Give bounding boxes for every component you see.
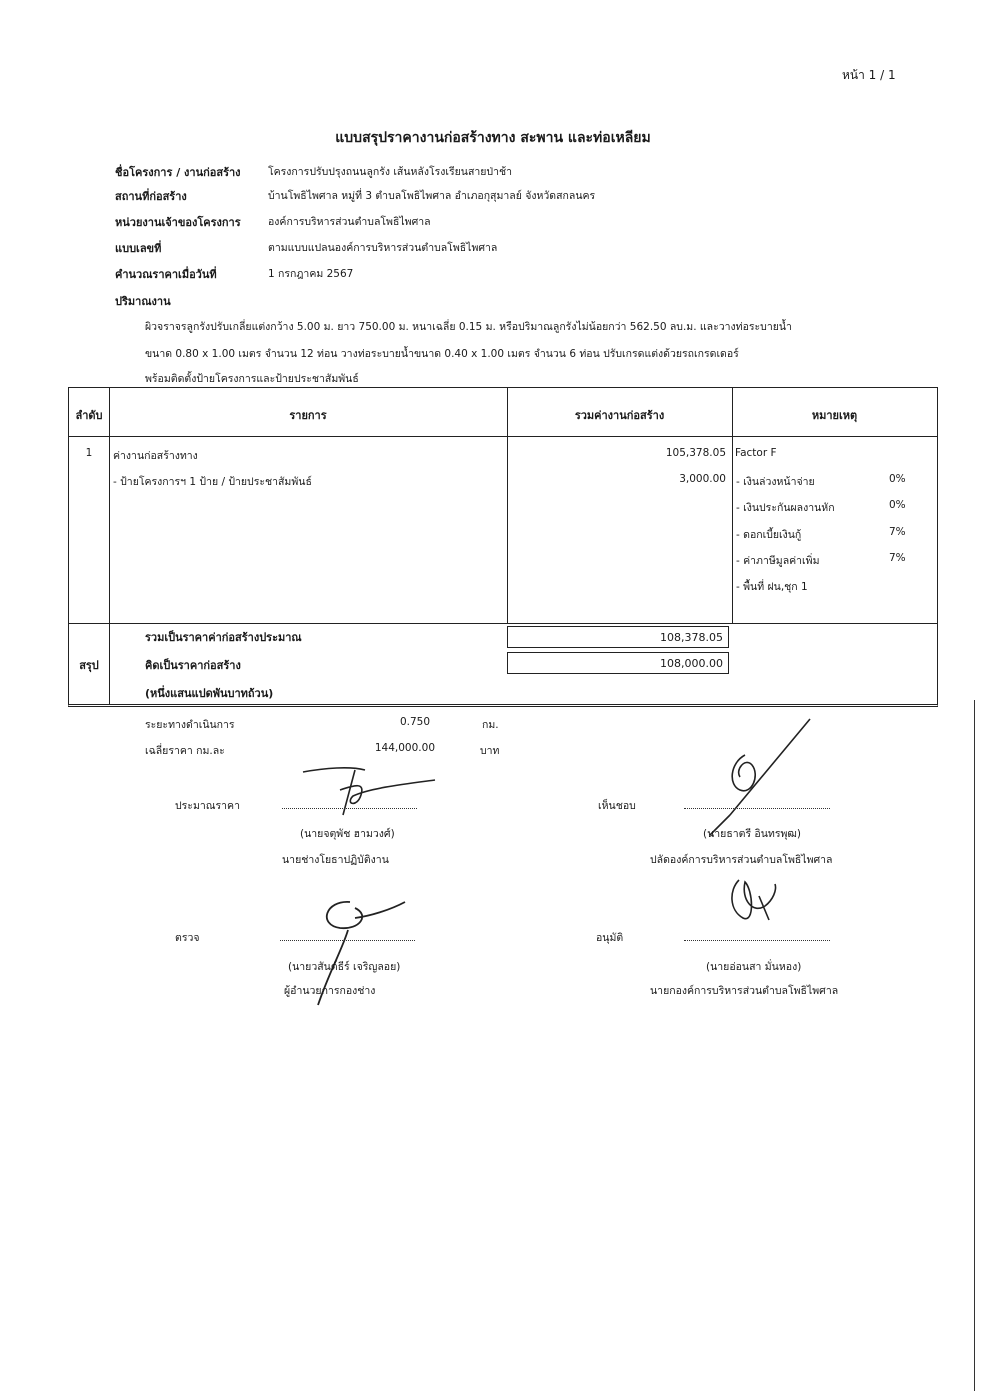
- estimator-name: (นายจตุพัช ฮามวงศ์): [300, 828, 395, 840]
- header-no: ลำดับ: [75, 409, 103, 422]
- remark-retention-label: - เงินประกันผลงานหัก: [736, 502, 835, 514]
- header-divider: [69, 436, 937, 437]
- drawing-no-value: ตามแบบแปลนองค์การบริหารส่วนตำบลโพธิไพศาล: [268, 242, 498, 254]
- estimator-position: นายช่างโยธาปฏิบัติงาน: [282, 854, 389, 866]
- checker-position: ผู้อำนวยการกองช่าง: [284, 985, 376, 997]
- approver-name: (นายอ่อนสา มั่นหอง): [706, 961, 802, 973]
- owner-label: หน่วยงานเจ้าของโครงการ: [115, 216, 241, 229]
- approver-role: อนุมัติ: [596, 932, 624, 944]
- checker-name: (นายวสันต์ธีร์ เจริญลอย): [288, 961, 401, 973]
- avg-price-unit: บาท: [480, 745, 500, 757]
- quantity-label: ปริมาณงาน: [115, 295, 171, 308]
- estimator-role: ประมาณราคา: [175, 800, 240, 812]
- remark-vat-value: 7%: [889, 552, 906, 564]
- remark-interest-label: - ดอกเบี้ยเงินกู้: [736, 529, 802, 541]
- location-label: สถานที่ก่อสร้าง: [115, 190, 187, 203]
- summary-divider: [69, 623, 937, 624]
- cost-summary-table: [68, 387, 938, 707]
- quantity-line-1: ผิวจราจรลูกรังปรับเกลี่ยแต่งกว้าง 5.00 ม. ยาว 750.00 ม. หนาเฉลี่ย 0.15 ม. หรือปริมาณลูกรังไม่น้อยกว่า 562.50 ลบ.ม. และวางท่อระบายน้ำ: [145, 321, 792, 333]
- avg-price-label: เฉลี่ยราคา กม.ละ: [145, 745, 225, 757]
- summary-label: สรุป: [79, 659, 99, 672]
- item-road-work: ค่างานก่อสร้างทาง: [113, 450, 198, 462]
- amount-signboard: 3,000.00: [679, 473, 726, 485]
- sum-label: รวมเป็นราคาค่าก่อสร้างประมาณ: [145, 631, 302, 644]
- remark-retention-value: 0%: [889, 499, 906, 511]
- opinion-signature: [690, 715, 820, 840]
- page-number: หน้า 1 / 1: [842, 68, 896, 82]
- location-value: บ้านโพธิไพศาล หมู่ที่ 3 ตำบลโพธิไพศาล อำเภอกุสุมาลย์ จังหวัดสกลนคร: [268, 190, 596, 202]
- item-signboard: - ป้ายโครงการฯ 1 ป้าย / ป้ายประชาสัมพันธ์: [113, 476, 312, 488]
- opinion-position: ปลัดองค์การบริหารส่วนตำบลโพธิไพศาล: [650, 854, 833, 866]
- distance-unit: กม.: [482, 719, 499, 731]
- remark-advance-value: 0%: [889, 473, 906, 485]
- rounded-value: 108,000.00: [507, 652, 729, 674]
- amount-in-words: (หนึ่งแสนแปดพันบาทถ้วน): [145, 687, 274, 700]
- header-item: รายการ: [289, 409, 327, 422]
- header-remark: หมายเหตุ: [811, 409, 858, 422]
- distance-value: 0.750: [399, 716, 430, 728]
- header-total: รวมค่างานก่อสร้าง: [574, 409, 665, 422]
- opinion-name: (นายธาตรี อินทรพุฒ): [703, 828, 801, 840]
- remark-advance-label: - เงินล่วงหน้าจ่าย: [736, 476, 815, 488]
- distance-label: ระยะทางดำเนินการ: [145, 719, 235, 731]
- drawing-no-label: แบบเลขที่: [115, 242, 162, 255]
- document-title: แบบสรุปราคางานก่อสร้างทาง สะพาน และท่อเหลียม: [335, 130, 651, 146]
- opinion-role: เห็นชอบ: [598, 800, 636, 812]
- approver-sign-line: [684, 940, 830, 941]
- owner-value: องค์การบริหารส่วนตำบลโพธิไพศาล: [268, 216, 431, 228]
- approver-position: นายกองค์การบริหารส่วนตำบลโพธิไพศาล: [650, 985, 839, 997]
- calc-date-label: คำนวณราคาเมื่อวันที่: [115, 268, 217, 281]
- avg-price-value: 144,000.00: [374, 742, 435, 754]
- factor-f-title: Factor F: [735, 447, 777, 459]
- row-number: 1: [85, 447, 93, 459]
- remark-area-label: - พื้นที่ ฝน,ชุก 1: [736, 581, 808, 593]
- approver-signature: [725, 870, 785, 930]
- checker-role: ตรวจ: [175, 932, 200, 944]
- scan-edge-line: [974, 700, 975, 1391]
- remark-vat-label: - ค่าภาษีมูลค่าเพิ่ม: [736, 555, 820, 567]
- estimator-signature: [295, 760, 445, 830]
- sum-value: 108,378.05: [507, 626, 729, 648]
- quantity-line-2: ขนาด 0.80 x 1.00 เมตร จำนวน 12 ท่อน วางท่อระบายน้ำขนาด 0.40 x 1.00 เมตร จำนวน 6 ท่อน ปรับเกรดแต่งด้วยรถเกรดเดอร์: [145, 348, 739, 360]
- remark-interest-value: 7%: [889, 526, 906, 538]
- calc-date-value: 1 กรกฎาคม 2567: [268, 268, 354, 280]
- quantity-line-3: พร้อมติดตั้งป้ายโครงการและป้ายประชาสัมพันธ์: [145, 373, 359, 385]
- rounded-label: คิดเป็นราคาก่อสร้าง: [145, 659, 241, 672]
- amount-road-work: 105,378.05: [665, 447, 726, 459]
- project-name-label: ชื่อโครงการ / งานก่อสร้าง: [115, 166, 241, 179]
- project-name-value: โครงการปรับปรุงถนนลูกรัง เส้นหลังโรงเรียนสายป่าช้า: [268, 166, 512, 178]
